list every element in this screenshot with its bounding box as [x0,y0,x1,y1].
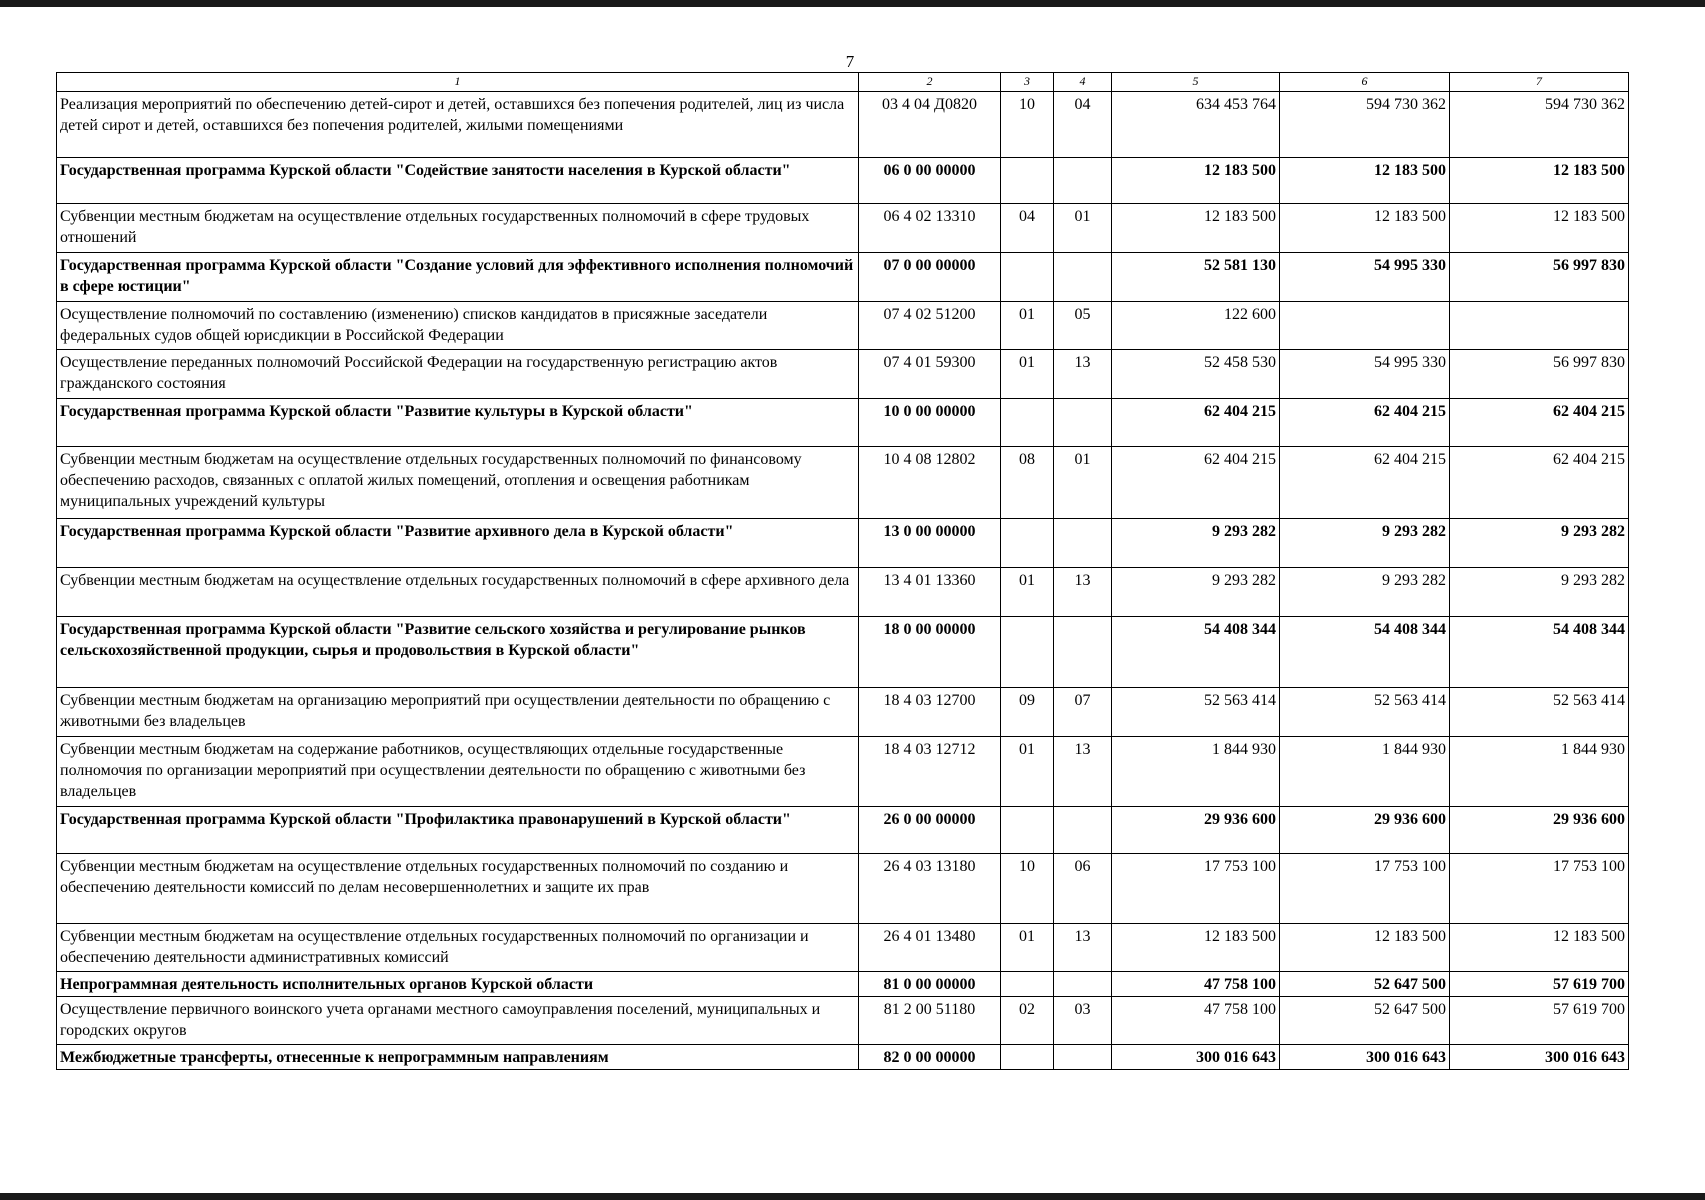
row-name-cell: Осуществление первичного воинского учета органами местного самоуправления поселений, муниципальных и городских округов [57,997,859,1045]
row-amount-1-cell: 12 183 500 [1112,924,1280,972]
table-row [57,807,1629,854]
row-section-cell [1001,399,1054,447]
row-name-cell: Осуществление переданных полномочий Российской Федерации на государственную регистрацию актов гражданского состояния [57,350,859,399]
row-section-cell: 09 [1001,688,1054,737]
row-amount-2-cell: 594 730 362 [1280,92,1450,158]
row-amount-2-cell: 52 647 500 [1280,997,1450,1045]
row-code-cell: 18 0 00 00000 [859,617,1001,688]
table-row [57,447,1629,519]
row-name-cell: Государственная программа Курской области "Развитие архивного дела в Курской области" [57,519,859,568]
header-col-5: 5 [1112,73,1280,92]
row-name-cell: Реализация мероприятий по обеспечению детей-сирот и детей, оставшихся без попечения родителей, лиц из числа детей сирот и детей, оставшихся без попечения родителей, жилыми помещениями [57,92,859,158]
row-amount-3-cell: 594 730 362 [1450,92,1629,158]
row-subsection-cell: 13 [1054,350,1112,399]
table-body [57,92,1629,1070]
row-name-cell: Субвенции местным бюджетам на осуществление отдельных государственных полномочий в сфере трудовых отношений [57,204,859,253]
row-subsection-cell: 07 [1054,688,1112,737]
table-row [57,688,1629,737]
row-subsection-cell [1054,519,1112,568]
row-subsection-cell [1054,158,1112,204]
row-code-cell: 06 0 00 00000 [859,158,1001,204]
header-col-4: 4 [1054,73,1112,92]
row-amount-2-cell [1280,302,1450,350]
row-subsection-cell: 01 [1054,204,1112,253]
row-amount-3-cell: 57 619 700 [1450,997,1629,1045]
row-section-cell: 01 [1001,350,1054,399]
row-subsection-cell [1054,617,1112,688]
row-amount-1-cell: 1 844 930 [1112,737,1280,807]
row-amount-3-cell: 62 404 215 [1450,399,1629,447]
row-amount-2-cell: 29 936 600 [1280,807,1450,854]
row-name-cell: Непрограммная деятельность исполнительных органов Курской области [57,972,859,997]
row-name-cell: Осуществление полномочий по составлению (изменению) списков кандидатов в присяжные заседатели федеральных судов общей юрисдикции в Российской Федерации [57,302,859,350]
row-amount-2-cell: 54 995 330 [1280,253,1450,302]
table-row [57,158,1629,204]
row-amount-3-cell: 9 293 282 [1450,519,1629,568]
row-amount-3-cell: 57 619 700 [1450,972,1629,997]
header-col-2: 2 [859,73,1001,92]
row-code-cell: 13 0 00 00000 [859,519,1001,568]
row-code-cell: 18 4 03 12712 [859,737,1001,807]
row-subsection-cell: 13 [1054,924,1112,972]
row-code-cell: 06 4 02 13310 [859,204,1001,253]
table-row [57,972,1629,997]
table-row [57,92,1629,158]
row-amount-3-cell: 300 016 643 [1450,1045,1629,1070]
row-name-cell: Субвенции местным бюджетам на осуществление отдельных государственных полномочий по финансовому обеспечению расходов, связанных с оплатой жилых помещений, отопления и освещения работникам муниципальных учреждений культуры [57,447,859,519]
row-amount-2-cell: 62 404 215 [1280,447,1450,519]
row-amount-3-cell: 29 936 600 [1450,807,1629,854]
table-row [57,854,1629,924]
row-amount-2-cell: 54 995 330 [1280,350,1450,399]
row-name-cell: Субвенции местным бюджетам на осуществление отдельных государственных полномочий по созданию и обеспечению деятельности комиссий по делам несовершеннолетних и защите их прав [57,854,859,924]
row-amount-1-cell: 9 293 282 [1112,568,1280,617]
row-amount-2-cell: 300 016 643 [1280,1045,1450,1070]
row-section-cell [1001,519,1054,568]
row-code-cell: 10 0 00 00000 [859,399,1001,447]
table-row [57,617,1629,688]
table-row [57,253,1629,302]
row-code-cell: 26 4 03 13180 [859,854,1001,924]
row-code-cell: 81 2 00 51180 [859,997,1001,1045]
row-amount-2-cell: 12 183 500 [1280,924,1450,972]
row-code-cell: 13 4 01 13360 [859,568,1001,617]
row-amount-2-cell: 62 404 215 [1280,399,1450,447]
header-col-3: 3 [1001,73,1054,92]
header-col-1: 1 [57,73,859,92]
row-code-cell: 18 4 03 12700 [859,688,1001,737]
row-amount-3-cell: 17 753 100 [1450,854,1629,924]
table-row [57,350,1629,399]
row-amount-2-cell: 52 563 414 [1280,688,1450,737]
row-amount-1-cell: 300 016 643 [1112,1045,1280,1070]
row-code-cell: 81 0 00 00000 [859,972,1001,997]
row-amount-2-cell: 1 844 930 [1280,737,1450,807]
row-subsection-cell: 06 [1054,854,1112,924]
row-amount-2-cell: 12 183 500 [1280,158,1450,204]
row-amount-3-cell: 56 997 830 [1450,253,1629,302]
row-subsection-cell [1054,972,1112,997]
row-amount-1-cell: 47 758 100 [1112,972,1280,997]
row-name-cell: Субвенции местным бюджетам на осуществление отдельных государственных полномочий по организации и обеспечению деятельности административных комиссий [57,924,859,972]
row-code-cell: 26 4 01 13480 [859,924,1001,972]
row-amount-1-cell: 54 408 344 [1112,617,1280,688]
row-amount-2-cell: 9 293 282 [1280,519,1450,568]
row-amount-2-cell: 17 753 100 [1280,854,1450,924]
row-section-cell [1001,972,1054,997]
row-section-cell: 08 [1001,447,1054,519]
row-code-cell: 07 0 00 00000 [859,253,1001,302]
row-amount-3-cell: 1 844 930 [1450,737,1629,807]
row-section-cell: 04 [1001,204,1054,253]
row-amount-1-cell: 29 936 600 [1112,807,1280,854]
row-name-cell: Государственная программа Курской области "Создание условий для эффективного исполнения полномочий в сфере юстиции" [57,253,859,302]
row-code-cell: 82 0 00 00000 [859,1045,1001,1070]
row-subsection-cell [1054,253,1112,302]
scan-border-bottom [0,1193,1705,1200]
row-amount-2-cell: 52 647 500 [1280,972,1450,997]
row-subsection-cell: 04 [1054,92,1112,158]
row-name-cell: Межбюджетные трансферты, отнесенные к непрограммным направлениям [57,1045,859,1070]
row-amount-1-cell: 52 458 530 [1112,350,1280,399]
table-row [57,204,1629,253]
row-section-cell: 01 [1001,302,1054,350]
table-row [57,519,1629,568]
row-section-cell [1001,807,1054,854]
row-amount-1-cell: 634 453 764 [1112,92,1280,158]
table-row [57,568,1629,617]
table-row [57,737,1629,807]
row-code-cell: 26 0 00 00000 [859,807,1001,854]
row-name-cell: Государственная программа Курской области "Содействие занятости населения в Курской области" [57,158,859,204]
scan-border-top [0,0,1705,7]
header-col-6: 6 [1280,73,1450,92]
row-amount-1-cell: 12 183 500 [1112,204,1280,253]
table-row [57,1045,1629,1070]
row-amount-1-cell: 17 753 100 [1112,854,1280,924]
table-row [57,924,1629,972]
row-section-cell: 01 [1001,924,1054,972]
row-amount-1-cell: 47 758 100 [1112,997,1280,1045]
row-amount-3-cell: 56 997 830 [1450,350,1629,399]
header-row [57,73,1629,92]
row-section-cell [1001,253,1054,302]
row-subsection-cell: 13 [1054,568,1112,617]
page-number: 7 [845,52,855,71]
row-section-cell [1001,158,1054,204]
row-amount-3-cell: 12 183 500 [1450,924,1629,972]
row-subsection-cell: 03 [1054,997,1112,1045]
row-name-cell: Государственная программа Курской области "Развитие культуры в Курской области" [57,399,859,447]
row-code-cell: 07 4 01 59300 [859,350,1001,399]
row-code-cell: 03 4 04 Д0820 [859,92,1001,158]
row-name-cell: Государственная программа Курской области "Профилактика правонарушений в Курской области" [57,807,859,854]
row-amount-1-cell: 12 183 500 [1112,158,1280,204]
row-amount-1-cell: 9 293 282 [1112,519,1280,568]
row-subsection-cell: 01 [1054,447,1112,519]
row-code-cell: 10 4 08 12802 [859,447,1001,519]
header-col-7: 7 [1450,73,1629,92]
row-amount-2-cell: 12 183 500 [1280,204,1450,253]
table-row [57,399,1629,447]
row-amount-1-cell: 122 600 [1112,302,1280,350]
row-amount-3-cell [1450,302,1629,350]
row-name-cell: Государственная программа Курской области "Развитие сельского хозяйства и регулирование рынков сельскохозяйственной продукции, сырья и продовольствия в Курской области" [57,617,859,688]
table-row [57,997,1629,1045]
budget-table [56,72,1629,1070]
row-amount-2-cell: 54 408 344 [1280,617,1450,688]
row-section-cell: 01 [1001,568,1054,617]
row-subsection-cell: 05 [1054,302,1112,350]
row-amount-3-cell: 12 183 500 [1450,158,1629,204]
row-amount-3-cell: 62 404 215 [1450,447,1629,519]
row-amount-3-cell: 54 408 344 [1450,617,1629,688]
row-amount-3-cell: 52 563 414 [1450,688,1629,737]
row-section-cell: 02 [1001,997,1054,1045]
row-amount-2-cell: 9 293 282 [1280,568,1450,617]
row-amount-1-cell: 62 404 215 [1112,399,1280,447]
row-section-cell: 10 [1001,92,1054,158]
row-section-cell [1001,617,1054,688]
row-amount-3-cell: 9 293 282 [1450,568,1629,617]
row-subsection-cell [1054,399,1112,447]
row-subsection-cell [1054,1045,1112,1070]
row-code-cell: 07 4 02 51200 [859,302,1001,350]
table-row [57,302,1629,350]
row-name-cell: Субвенции местным бюджетам на осуществление отдельных государственных полномочий в сфере архивного дела [57,568,859,617]
row-amount-1-cell: 52 563 414 [1112,688,1280,737]
row-section-cell: 01 [1001,737,1054,807]
row-section-cell [1001,1045,1054,1070]
row-amount-1-cell: 62 404 215 [1112,447,1280,519]
row-amount-3-cell: 12 183 500 [1450,204,1629,253]
row-name-cell: Субвенции местным бюджетам на содержание работников, осуществляющих отдельные государственные полномочия по организации мероприятий при осуществлении деятельности по обращению с животными без владельцев [57,737,859,807]
row-subsection-cell: 13 [1054,737,1112,807]
row-section-cell: 10 [1001,854,1054,924]
row-name-cell: Субвенции местным бюджетам на организацию мероприятий при осуществлении деятельности по обращению с животными без владельцев [57,688,859,737]
row-subsection-cell [1054,807,1112,854]
row-amount-1-cell: 52 581 130 [1112,253,1280,302]
